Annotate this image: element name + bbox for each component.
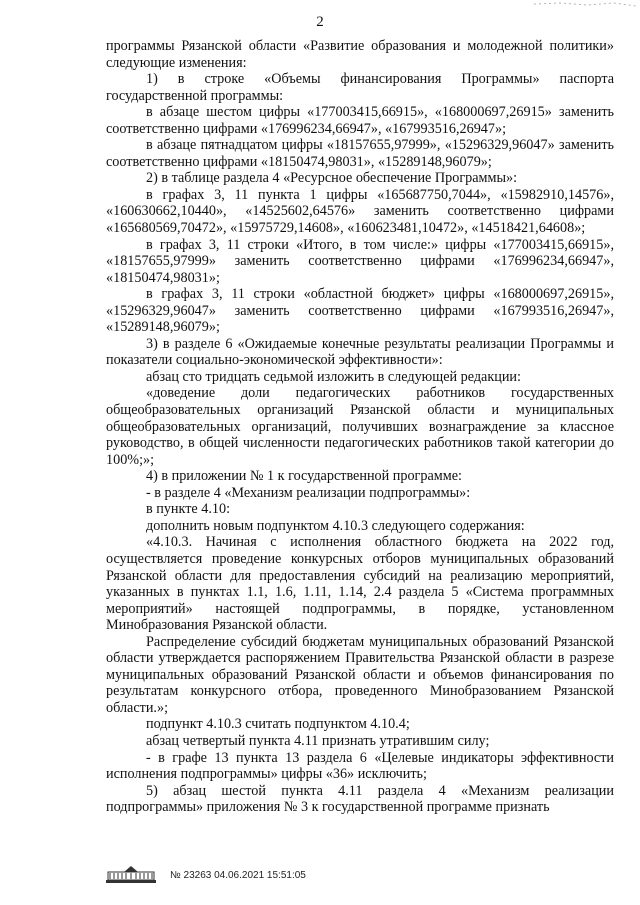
paragraph: 4) в приложении № 1 к государственной программе: [146, 468, 462, 485]
paragraph: - в разделе 4 «Механизм реализации подпрограммы»: [146, 484, 471, 501]
paragraph: «доведение доли педагогических работников государственных общеобразовательных организаций Рязанской области и муниципальных общеобразовательных организаций, получивших вознаграждение за классное руководство, в общей численности педагогических работников такой категории до 100%;»; [106, 385, 614, 468]
paragraph: подпункт 4.10.3 считать подпунктом 4.10.4; [146, 716, 410, 733]
paragraph: в графах 3, 11 строки «Итого, в том числе:» цифры «177003415,66915», «18157655,97999» заменить соответственно цифрами «176996234,66947», «18150474,98031»; [106, 236, 614, 286]
paragraph: в пункте 4.10: [146, 501, 231, 518]
paragraph: абзац сто тридцать седьмой изложить в следующей редакции: [146, 368, 521, 385]
scan-noise [530, 0, 640, 10]
paragraph: - в графе 13 пункта 13 раздела 6 «Целевые индикаторы эффективности исполнения подпрограммы» цифры «36» исключить; [106, 749, 614, 783]
paragraph: 2) в таблице раздела 4 «Ресурсное обеспечение Программы»: [146, 170, 518, 187]
paragraph: Распределение субсидий бюджетам муниципальных образований Рязанской области утверждается распоряжением Правительства Рязанской области в разрезе муниципальных образований Рязанской области и объемов финансирования по результатам конкурсного отбора, проведенного Минобразованием Рязанской области.»; [106, 633, 614, 716]
paragraph: в графах 3, 11 строки «областной бюджет» цифры «168000697,26915», «15296329,96047» заменить соответственно цифрами «167993516,26947», «15289148,96079»; [106, 286, 614, 336]
paragraph: программы Рязанской области «Развитие образования и молодежной политики» следующие изменения: [106, 38, 614, 71]
registration-stamp: № 23263 04.06.2021 15:51:05 [170, 870, 306, 881]
footer [104, 864, 364, 888]
paragraph: в абзаце шестом цифры «177003415,66915», «168000697,26915» заменить соответственно цифрами «176996234,66947», «167993516,26947»; [106, 104, 614, 137]
paragraph: «4.10.3. Начиная с исполнения областного бюджета на 2022 год, осуществляется проведение конкурсных отборов муниципальных образований Рязанской области для предоставления субсидий на реализацию мероприятий, указанных в пунктах 1.1, 1.6, 1.11, 1.14, 2.4 раздела 5 «Система программных мероприятий» настоящей подпрограммы, в порядке, установленном Минобразования Рязанской области. [106, 534, 614, 634]
page-number: 2 [316, 14, 324, 30]
paragraph: дополнить новым подпунктом 4.10.3 следующего содержания: [146, 517, 525, 534]
paragraph: 5) абзац шестой пункта 4.11 раздела 4 «Механизм реализации подпрограммы» приложения № 3 к государственной программе признать [106, 782, 614, 816]
paragraph: 1) в строке «Объемы финансирования Программы» паспорта государственной программы: [106, 71, 614, 104]
government-building-logo [104, 864, 158, 886]
paragraph: 3) в разделе 6 «Ожидаемые конечные результаты реализации Программы и показатели социально-экономической эффективности»: [106, 335, 614, 369]
document-body [106, 38, 614, 816]
paragraph: в абзаце пятнадцатом цифры «18157655,97999», «15296329,96047» заменить соответственно цифрами «18150474,98031», «15289148,96079»; [106, 137, 614, 170]
paragraph: абзац четвертый пункта 4.11 признать утратившим силу; [146, 732, 490, 749]
paragraph: в графах 3, 11 пункта 1 цифры «165687750,7044», «15982910,14576», «160630662,10440», «14525602,64576» заменить соответственно цифрами «165680569,70472», «15975729,14608», «160623481,10472», «14518421,64608»; [106, 186, 614, 237]
